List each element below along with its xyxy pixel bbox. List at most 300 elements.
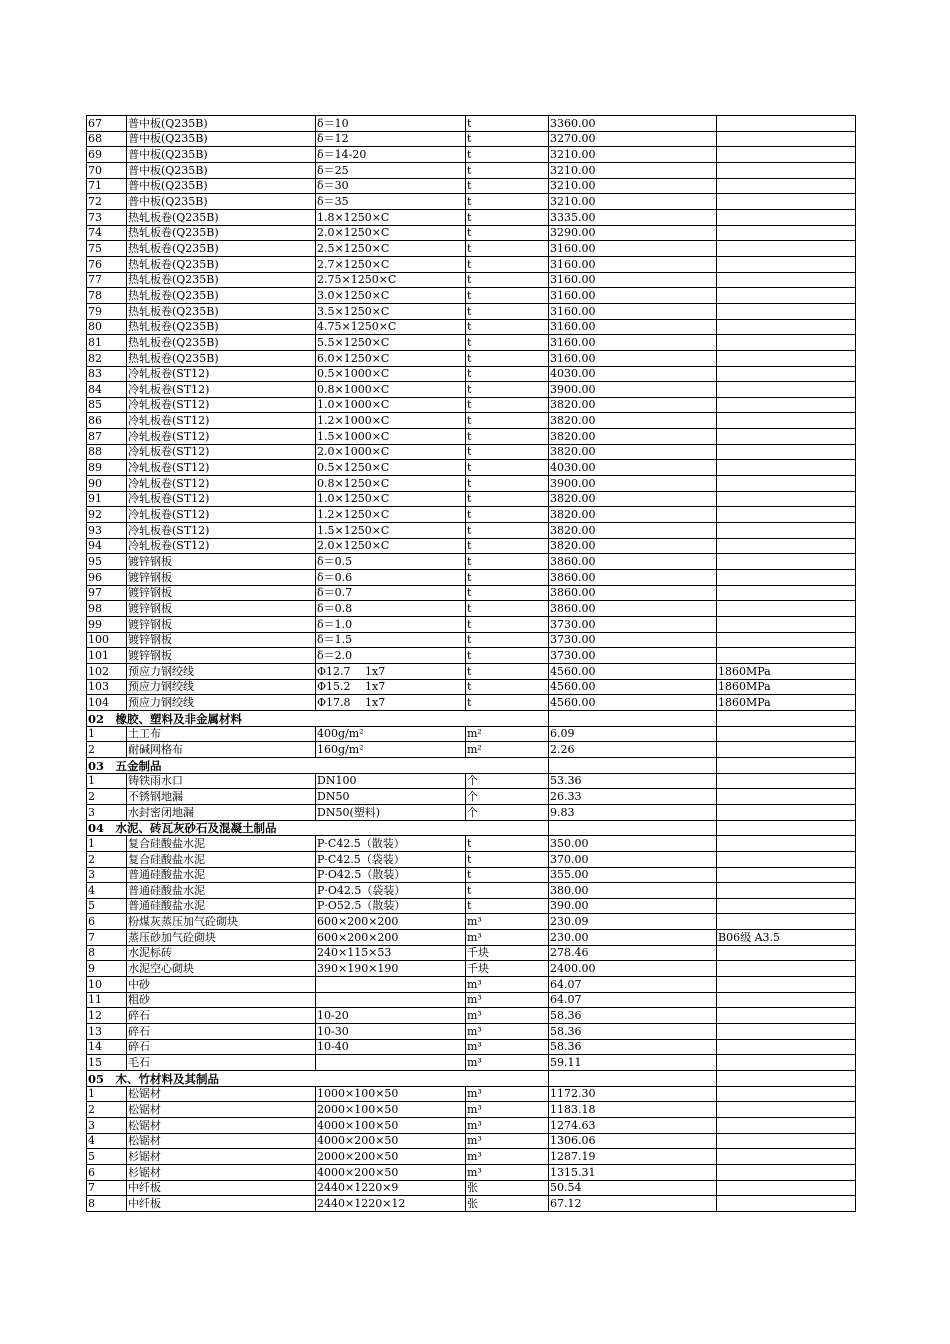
row-number-cell: 12 <box>87 1008 127 1024</box>
row-number-cell: 7 <box>87 930 127 946</box>
unit-cell: t <box>466 272 549 288</box>
spec-cell: 1.2×1250×C <box>316 507 466 523</box>
table-row <box>87 523 856 539</box>
note-cell <box>717 1180 856 1196</box>
spec-cell: 1.5×1000×C <box>316 429 466 445</box>
price-cell: 3900.00 <box>549 382 717 398</box>
row-number-cell: 76 <box>87 256 127 272</box>
row-number-cell: 100 <box>87 632 127 648</box>
spec-cell: P·O42.5（散装） <box>316 867 466 883</box>
price-cell: 3160.00 <box>549 241 717 257</box>
section-title: 03 五金制品 <box>87 757 466 773</box>
unit-cell: t <box>466 382 549 398</box>
note-cell: B06级 A3.5 <box>717 930 856 946</box>
price-cell: 355.00 <box>549 867 717 883</box>
note-cell <box>717 413 856 429</box>
material-name-cell: 水封密闭地漏 <box>127 804 316 820</box>
spec-cell: 2440×1220×12 <box>316 1196 466 1212</box>
material-name-cell: 复合硅酸盐水泥 <box>127 836 316 852</box>
table-row <box>87 272 856 288</box>
table-row <box>87 1008 856 1024</box>
table-row <box>87 491 856 507</box>
spec-cell: P·O52.5（散装） <box>316 898 466 914</box>
unit-cell: t <box>466 851 549 867</box>
spec-cell: 2.0×1250×C <box>316 225 466 241</box>
section-header-row <box>87 757 856 773</box>
price-cell: 3860.00 <box>549 585 717 601</box>
unit-cell: t <box>466 585 549 601</box>
row-number-cell: 7 <box>87 1180 127 1196</box>
row-number-cell: 8 <box>87 945 127 961</box>
note-cell <box>717 538 856 554</box>
price-cell: 370.00 <box>549 851 717 867</box>
row-number-cell: 95 <box>87 554 127 570</box>
unit-cell: t <box>466 601 549 617</box>
spec-cell: 4000×100×50 <box>316 1118 466 1134</box>
price-cell: 2.26 <box>549 742 717 758</box>
note-cell <box>717 178 856 194</box>
note-cell <box>717 726 856 742</box>
material-name-cell: 耐碱网格布 <box>127 742 316 758</box>
unit-cell: m³ <box>466 1164 549 1180</box>
note-cell <box>717 977 856 993</box>
material-name-cell: 冷轧板卷(ST12) <box>127 397 316 413</box>
table-row <box>87 1118 856 1134</box>
material-name-cell: 普中板(Q235B) <box>127 162 316 178</box>
unit-cell: 个 <box>466 789 549 805</box>
price-cell: 1306.06 <box>549 1133 717 1149</box>
row-number-cell: 101 <box>87 648 127 664</box>
material-name-cell: 杉锯材 <box>127 1164 316 1180</box>
material-name-cell: 冷轧板卷(ST12) <box>127 538 316 554</box>
spec-cell: 2440×1220×9 <box>316 1180 466 1196</box>
section-empty-cell <box>717 710 856 726</box>
spec-cell: 2.0×1000×C <box>316 444 466 460</box>
price-cell: 9.83 <box>549 804 717 820</box>
price-cell: 3160.00 <box>549 256 717 272</box>
price-table <box>86 115 856 1212</box>
row-number-cell: 97 <box>87 585 127 601</box>
material-name-cell: 中纤板 <box>127 1180 316 1196</box>
row-number-cell: 85 <box>87 397 127 413</box>
unit-cell: m³ <box>466 1055 549 1071</box>
spec-cell: δ＝30 <box>316 178 466 194</box>
material-name-cell: 冷轧板卷(ST12) <box>127 476 316 492</box>
table-row <box>87 507 856 523</box>
table-row <box>87 335 856 351</box>
section-title: 04 水泥、砖瓦灰砂石及混凝土制品 <box>87 820 466 836</box>
note-cell <box>717 209 856 225</box>
note-cell <box>717 804 856 820</box>
note-cell <box>717 272 856 288</box>
price-cell: 350.00 <box>549 836 717 852</box>
row-number-cell: 72 <box>87 194 127 210</box>
price-cell: 6.09 <box>549 726 717 742</box>
section-title: 02 橡胶、塑料及非金属材料 <box>87 710 466 726</box>
row-number-cell: 2 <box>87 1102 127 1118</box>
price-cell: 50.54 <box>549 1180 717 1196</box>
table-row <box>87 225 856 241</box>
table-row <box>87 116 856 132</box>
spec-cell: DN50 <box>316 789 466 805</box>
table-row <box>87 617 856 633</box>
unit-cell: m³ <box>466 1024 549 1040</box>
unit-cell: t <box>466 147 549 163</box>
row-number-cell: 2 <box>87 851 127 867</box>
note-cell <box>717 366 856 382</box>
spec-cell: δ＝0.6 <box>316 570 466 586</box>
spec-cell: 6.0×1250×C <box>316 350 466 366</box>
spec-cell: δ＝35 <box>316 194 466 210</box>
material-name-cell: 碎石 <box>127 1039 316 1055</box>
note-cell <box>717 1118 856 1134</box>
price-cell: 3860.00 <box>549 554 717 570</box>
price-cell: 1172.30 <box>549 1086 717 1102</box>
spec-cell: Φ17.8 1x7 <box>316 695 466 711</box>
price-cell: 3210.00 <box>549 162 717 178</box>
price-cell: 3820.00 <box>549 523 717 539</box>
row-number-cell: 69 <box>87 147 127 163</box>
row-number-cell: 13 <box>87 1024 127 1040</box>
material-name-cell: 热轧板卷(Q235B) <box>127 335 316 351</box>
row-number-cell: 3 <box>87 867 127 883</box>
spec-cell: 4000×200×50 <box>316 1133 466 1149</box>
spec-cell: 600×200×200 <box>316 930 466 946</box>
table-row <box>87 476 856 492</box>
row-number-cell: 3 <box>87 804 127 820</box>
note-cell <box>717 632 856 648</box>
unit-cell: t <box>466 194 549 210</box>
material-name-cell: 热轧板卷(Q235B) <box>127 225 316 241</box>
row-number-cell: 70 <box>87 162 127 178</box>
section-header-row <box>87 820 856 836</box>
section-empty-cell <box>466 1071 549 1087</box>
spec-cell: 2.5×1250×C <box>316 241 466 257</box>
row-number-cell: 90 <box>87 476 127 492</box>
price-cell: 230.09 <box>549 914 717 930</box>
section-empty-cell <box>717 1071 856 1087</box>
note-cell <box>717 961 856 977</box>
price-cell: 3730.00 <box>549 617 717 633</box>
table-row <box>87 1196 856 1212</box>
material-name-cell: 热轧板卷(Q235B) <box>127 272 316 288</box>
unit-cell: t <box>466 131 549 147</box>
table-row <box>87 147 856 163</box>
price-cell: 3860.00 <box>549 601 717 617</box>
table-row <box>87 413 856 429</box>
material-name-cell: 普中板(Q235B) <box>127 116 316 132</box>
price-cell: 1287.19 <box>549 1149 717 1165</box>
unit-cell: m³ <box>466 1039 549 1055</box>
row-number-cell: 4 <box>87 1133 127 1149</box>
table-row <box>87 914 856 930</box>
table-row <box>87 648 856 664</box>
unit-cell: t <box>466 898 549 914</box>
note-cell <box>717 225 856 241</box>
table-row <box>87 256 856 272</box>
price-cell: 3290.00 <box>549 225 717 241</box>
price-cell: 26.33 <box>549 789 717 805</box>
table-row <box>87 366 856 382</box>
price-cell: 3820.00 <box>549 491 717 507</box>
price-cell: 380.00 <box>549 883 717 899</box>
spec-cell: 0.8×1250×C <box>316 476 466 492</box>
material-name-cell: 水泥空心砌块 <box>127 961 316 977</box>
material-name-cell: 冷轧板卷(ST12) <box>127 507 316 523</box>
material-name-cell: 热轧板卷(Q235B) <box>127 303 316 319</box>
note-cell <box>717 256 856 272</box>
spec-cell: 1.0×1250×C <box>316 491 466 507</box>
note-cell <box>717 1008 856 1024</box>
material-name-cell: 松锯材 <box>127 1133 316 1149</box>
unit-cell: t <box>466 444 549 460</box>
spec-cell: P·C42.5（袋装） <box>316 851 466 867</box>
unit-cell: m³ <box>466 1118 549 1134</box>
spec-cell: 3.0×1250×C <box>316 288 466 304</box>
unit-cell: t <box>466 178 549 194</box>
row-number-cell: 104 <box>87 695 127 711</box>
row-number-cell: 103 <box>87 679 127 695</box>
spec-cell: 4.75×1250×C <box>316 319 466 335</box>
note-cell <box>717 836 856 852</box>
row-number-cell: 99 <box>87 617 127 633</box>
spec-cell: 2000×100×50 <box>316 1102 466 1118</box>
note-cell <box>717 648 856 664</box>
note-cell: 1860MPa <box>717 663 856 679</box>
price-cell: 3820.00 <box>549 397 717 413</box>
row-number-cell: 10 <box>87 977 127 993</box>
row-number-cell: 94 <box>87 538 127 554</box>
table-row <box>87 789 856 805</box>
unit-cell: t <box>466 491 549 507</box>
price-cell: 3160.00 <box>549 288 717 304</box>
material-name-cell: 冷轧板卷(ST12) <box>127 444 316 460</box>
unit-cell: t <box>466 554 549 570</box>
spec-cell: 240×115×53 <box>316 945 466 961</box>
unit-cell: t <box>466 116 549 132</box>
unit-cell: t <box>466 303 549 319</box>
note-cell <box>717 162 856 178</box>
material-name-cell: 普中板(Q235B) <box>127 194 316 210</box>
table-row <box>87 898 856 914</box>
material-name-cell: 不锈钢地漏 <box>127 789 316 805</box>
row-number-cell: 82 <box>87 350 127 366</box>
spec-cell: 5.5×1250×C <box>316 335 466 351</box>
unit-cell: t <box>466 209 549 225</box>
row-number-cell: 1 <box>87 773 127 789</box>
spec-cell: 160g/m² <box>316 742 466 758</box>
row-number-cell: 2 <box>87 789 127 805</box>
note-cell <box>717 1024 856 1040</box>
spec-cell: 1000×100×50 <box>316 1086 466 1102</box>
unit-cell: m³ <box>466 914 549 930</box>
row-number-cell: 80 <box>87 319 127 335</box>
row-number-cell: 11 <box>87 992 127 1008</box>
price-cell: 64.07 <box>549 992 717 1008</box>
note-cell <box>717 1055 856 1071</box>
spec-cell: 2000×200×50 <box>316 1149 466 1165</box>
spec-cell: DN100 <box>316 773 466 789</box>
note-cell <box>717 116 856 132</box>
table-row <box>87 194 856 210</box>
unit-cell: m³ <box>466 1102 549 1118</box>
unit-cell: t <box>466 288 549 304</box>
price-cell: 4030.00 <box>549 460 717 476</box>
material-name-cell: 普通硅酸盐水泥 <box>127 883 316 899</box>
table-row <box>87 1133 856 1149</box>
price-sheet <box>86 115 855 1212</box>
row-number-cell: 75 <box>87 241 127 257</box>
note-cell <box>717 851 856 867</box>
price-cell: 4030.00 <box>549 366 717 382</box>
unit-cell: 千块 <box>466 945 549 961</box>
spec-cell: 1.5×1250×C <box>316 523 466 539</box>
unit-cell: t <box>466 350 549 366</box>
material-name-cell: 镀锌钢板 <box>127 554 316 570</box>
spec-cell <box>316 1055 466 1071</box>
table-row <box>87 726 856 742</box>
table-row <box>87 883 856 899</box>
note-cell <box>717 601 856 617</box>
table-row <box>87 162 856 178</box>
unit-cell: t <box>466 366 549 382</box>
spec-cell: 390×190×190 <box>316 961 466 977</box>
spec-cell: δ＝2.0 <box>316 648 466 664</box>
note-cell: 1860MPa <box>717 679 856 695</box>
spec-cell <box>316 992 466 1008</box>
spec-cell: P·O42.5（袋装） <box>316 883 466 899</box>
unit-cell: m³ <box>466 977 549 993</box>
note-cell <box>717 570 856 586</box>
material-name-cell: 热轧板卷(Q235B) <box>127 241 316 257</box>
section-empty-cell <box>549 757 717 773</box>
note-cell <box>717 507 856 523</box>
unit-cell: t <box>466 883 549 899</box>
row-number-cell: 1 <box>87 1086 127 1102</box>
material-name-cell: 冷轧板卷(ST12) <box>127 460 316 476</box>
table-row <box>87 585 856 601</box>
spec-cell: P·C42.5（散装） <box>316 836 466 852</box>
table-row <box>87 397 856 413</box>
note-cell <box>717 898 856 914</box>
note-cell <box>717 945 856 961</box>
spec-cell: 0.5×1000×C <box>316 366 466 382</box>
table-row <box>87 538 856 554</box>
price-cell: 3900.00 <box>549 476 717 492</box>
row-number-cell: 88 <box>87 444 127 460</box>
table-row <box>87 1055 856 1071</box>
table-row <box>87 773 856 789</box>
unit-cell: t <box>466 507 549 523</box>
row-number-cell: 79 <box>87 303 127 319</box>
material-name-cell: 热轧板卷(Q235B) <box>127 209 316 225</box>
material-name-cell: 碎石 <box>127 1024 316 1040</box>
unit-cell: t <box>466 523 549 539</box>
table-row <box>87 350 856 366</box>
note-cell <box>717 789 856 805</box>
table-row <box>87 601 856 617</box>
note-cell <box>717 742 856 758</box>
note-cell <box>717 350 856 366</box>
section-header-row <box>87 710 856 726</box>
note-cell <box>717 491 856 507</box>
table-row <box>87 867 856 883</box>
material-name-cell: 冷轧板卷(ST12) <box>127 413 316 429</box>
table-row <box>87 742 856 758</box>
spec-cell: δ＝14-20 <box>316 147 466 163</box>
note-cell <box>717 1086 856 1102</box>
note-cell <box>717 1133 856 1149</box>
row-number-cell: 73 <box>87 209 127 225</box>
unit-cell: m² <box>466 726 549 742</box>
unit-cell: t <box>466 429 549 445</box>
table-row <box>87 303 856 319</box>
price-cell: 3270.00 <box>549 131 717 147</box>
note-cell <box>717 554 856 570</box>
spec-cell: δ＝1.5 <box>316 632 466 648</box>
price-cell: 3820.00 <box>549 538 717 554</box>
spec-cell: 3.5×1250×C <box>316 303 466 319</box>
row-number-cell: 89 <box>87 460 127 476</box>
table-row <box>87 679 856 695</box>
unit-cell: t <box>466 460 549 476</box>
table-row <box>87 1149 856 1165</box>
price-cell: 390.00 <box>549 898 717 914</box>
unit-cell: 千块 <box>466 961 549 977</box>
row-number-cell: 71 <box>87 178 127 194</box>
note-cell <box>717 460 856 476</box>
material-name-cell: 铸铁雨水口 <box>127 773 316 789</box>
unit-cell: t <box>466 413 549 429</box>
material-name-cell: 预应力钢绞线 <box>127 695 316 711</box>
material-name-cell: 热轧板卷(Q235B) <box>127 256 316 272</box>
material-name-cell: 镀锌钢板 <box>127 632 316 648</box>
row-number-cell: 6 <box>87 914 127 930</box>
price-cell: 53.36 <box>549 773 717 789</box>
spec-cell <box>316 977 466 993</box>
material-name-cell: 冷轧板卷(ST12) <box>127 523 316 539</box>
row-number-cell: 86 <box>87 413 127 429</box>
material-name-cell: 杉锯材 <box>127 1149 316 1165</box>
row-number-cell: 77 <box>87 272 127 288</box>
material-name-cell: 镀锌钢板 <box>127 570 316 586</box>
price-cell: 3820.00 <box>549 429 717 445</box>
spec-cell: δ＝0.5 <box>316 554 466 570</box>
unit-cell: t <box>466 648 549 664</box>
row-number-cell: 96 <box>87 570 127 586</box>
price-cell: 3820.00 <box>549 507 717 523</box>
section-empty-cell <box>549 1071 717 1087</box>
note-cell <box>717 1102 856 1118</box>
table-row <box>87 992 856 1008</box>
unit-cell: t <box>466 632 549 648</box>
spec-cell: δ＝12 <box>316 131 466 147</box>
material-name-cell: 碎石 <box>127 1008 316 1024</box>
table-row <box>87 1039 856 1055</box>
material-name-cell: 镀锌钢板 <box>127 617 316 633</box>
spec-cell: 10-20 <box>316 1008 466 1024</box>
price-cell: 3160.00 <box>549 319 717 335</box>
row-number-cell: 98 <box>87 601 127 617</box>
price-cell: 59.11 <box>549 1055 717 1071</box>
table-row <box>87 1180 856 1196</box>
unit-cell: t <box>466 836 549 852</box>
row-number-cell: 14 <box>87 1039 127 1055</box>
material-name-cell: 水泥标砖 <box>127 945 316 961</box>
unit-cell: t <box>466 225 549 241</box>
material-name-cell: 复合硅酸盐水泥 <box>127 851 316 867</box>
note-cell <box>717 1149 856 1165</box>
